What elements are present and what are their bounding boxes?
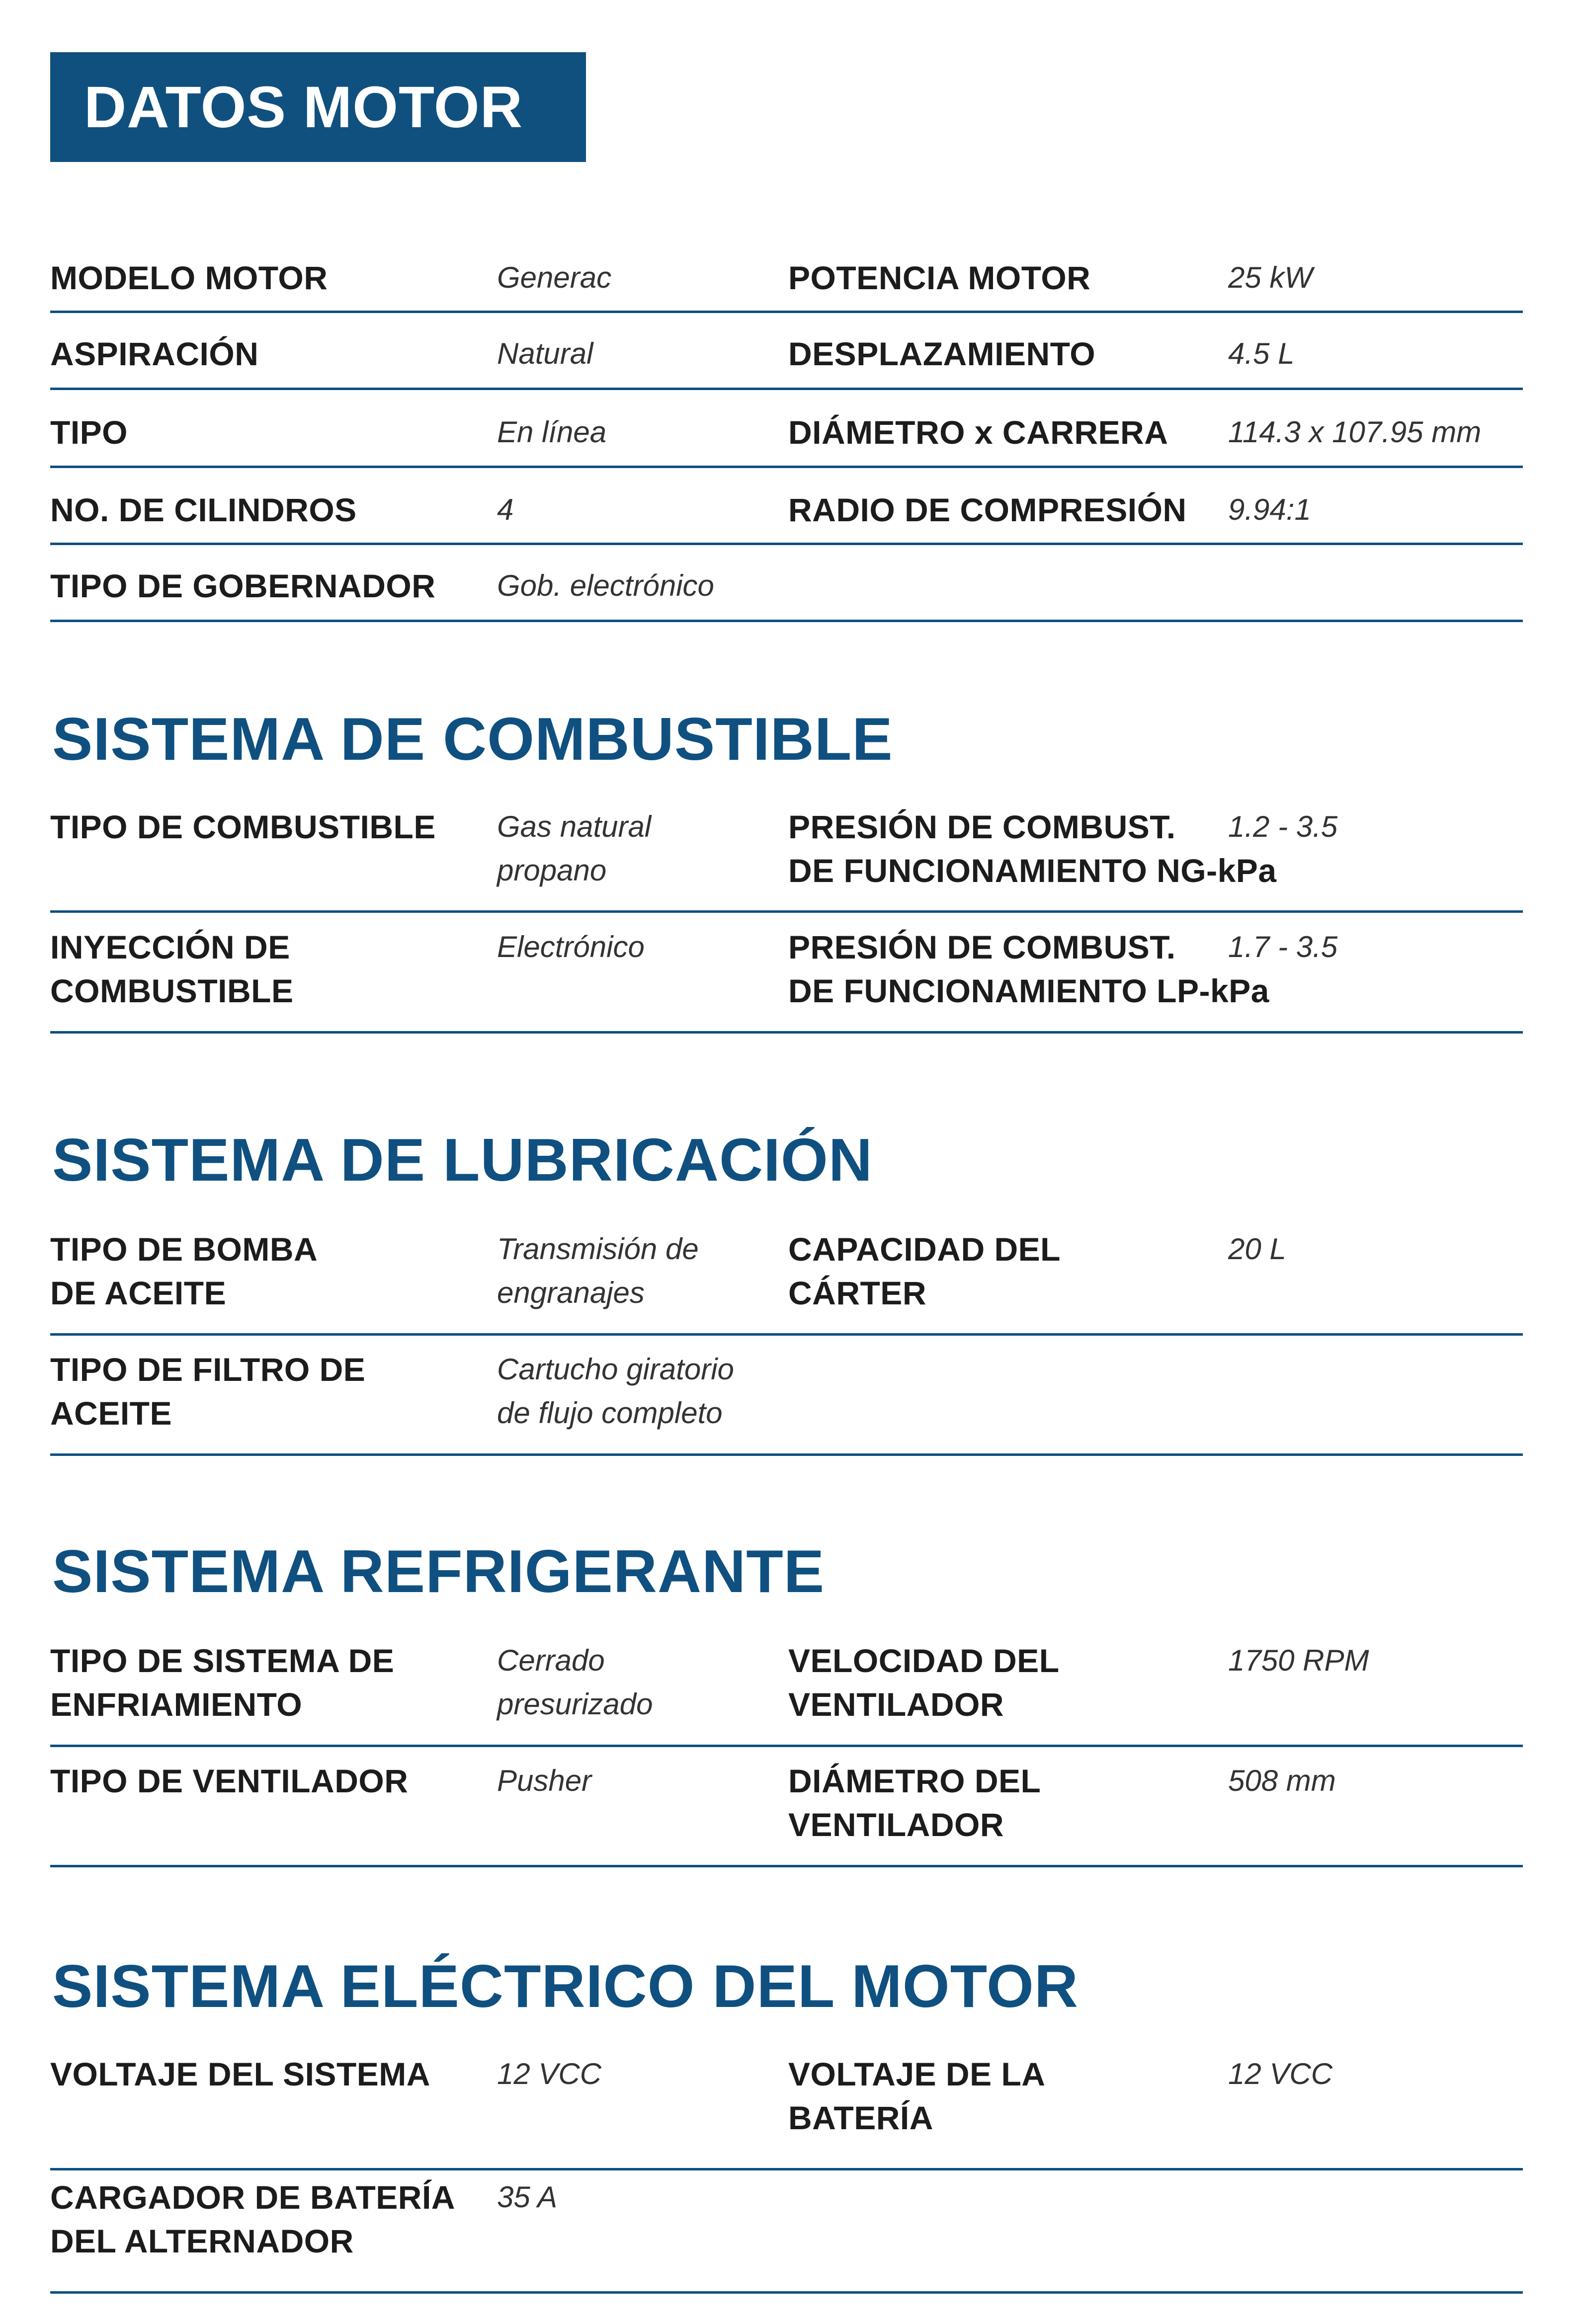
spec-label: DIÁMETRO DEL VENTILADOR <box>788 1763 1041 1843</box>
spec-value: 9.94:1 <box>1228 493 1311 526</box>
spec-label: TIPO DE BOMBA DE ACEITE <box>50 1231 318 1311</box>
spec-value: 114.3 x 107.95 mm <box>1228 415 1482 449</box>
spec-row <box>50 2175 1523 2294</box>
spec-value: Gob. electrónico <box>497 569 714 602</box>
spec-label: RADIO DE COMPRESIÓN <box>788 491 1187 528</box>
spec-label: VOLTAJE DE LA BATERÍA <box>788 2056 1046 2136</box>
datos-motor-header <box>50 52 586 162</box>
spec-value: 20 L <box>1228 1232 1286 1266</box>
spec-row <box>50 925 1523 1034</box>
spec-label: CARGADOR DE BATERÍA DEL ALTERNADOR <box>50 2179 455 2259</box>
spec-value: Electrónico <box>497 930 645 963</box>
section-title: SISTEMA DE LUBRICACIÓN <box>52 1126 873 1194</box>
section-title: SISTEMA DE COMBUSTIBLE <box>52 705 893 773</box>
spec-label: CAPACIDAD DEL CÁRTER <box>788 1231 1061 1311</box>
spec-value: Generac <box>497 261 612 294</box>
spec-value: Cartucho giratorio de flujo completo <box>497 1353 734 1430</box>
section-title: SISTEMA ELÉCTRICO DEL MOTOR <box>52 1952 1079 2020</box>
spec-label: POTENCIA MOTOR <box>788 259 1091 296</box>
spec-value: 4 <box>497 493 514 526</box>
spec-label: TIPO DE VENTILADOR <box>50 1763 409 1799</box>
spec-label: TIPO DE SISTEMA DE ENFRIAMIENTO <box>50 1642 395 1723</box>
spec-value: Transmisión de engranajes <box>497 1232 699 1309</box>
spec-value: 25 kW <box>1228 261 1313 294</box>
spec-label: TIPO DE COMBUSTIBLE <box>50 808 436 845</box>
spec-label: TIPO DE FILTRO DE ACEITE <box>50 1351 366 1432</box>
spec-label: TIPO DE GOBERNADOR <box>50 567 436 604</box>
spec-label: MODELO MOTOR <box>50 259 328 296</box>
spec-value: Pusher <box>497 1764 592 1797</box>
spec-value: 35 A <box>497 2180 558 2214</box>
spec-value: Natural <box>497 337 593 370</box>
spec-label: INYECCIÓN DE COMBUSTIBLE <box>50 929 294 1009</box>
spec-row <box>50 332 1523 390</box>
spec-row <box>50 564 1523 622</box>
spec-label: TIPO <box>50 414 128 451</box>
spec-label: PRESIÓN DE COMBUST. DE FUNCIONAMIENTO NG-kPa <box>788 808 1277 889</box>
spec-row <box>50 1227 1523 1336</box>
section-title: DATOS MOTOR <box>84 74 523 140</box>
spec-value: 12 VCC <box>497 2057 602 2090</box>
spec-row <box>50 1759 1523 1867</box>
spec-row <box>50 410 1523 468</box>
spec-value: 4.5 L <box>1228 337 1295 370</box>
spec-row <box>50 1639 1523 1747</box>
spec-label: VELOCIDAD DEL VENTILADOR <box>788 1642 1060 1723</box>
spec-value: 508 mm <box>1228 1764 1336 1797</box>
spec-label: ASPIRACIÓN <box>50 335 259 372</box>
spec-row <box>50 2052 1523 2170</box>
spec-label: NO. DE CILINDROS <box>50 491 357 528</box>
spec-label: VOLTAJE DEL SISTEMA <box>50 2056 430 2092</box>
spec-value: 1750 RPM <box>1228 1644 1369 1677</box>
spec-label: PRESIÓN DE COMBUST. DE FUNCIONAMIENTO LP-kPa <box>788 929 1269 1009</box>
spec-label: DESPLAZAMIENTO <box>788 335 1096 372</box>
spec-value: 1.7 - 3.5 <box>1228 930 1338 963</box>
spec-value: 1.2 - 3.5 <box>1228 810 1338 843</box>
section-title: SISTEMA REFRIGERANTE <box>52 1537 825 1605</box>
spec-row <box>50 488 1523 545</box>
spec-value: En línea <box>497 415 607 449</box>
spec-value: Cerrado presurizado <box>497 1644 653 1721</box>
spec-row <box>50 805 1523 913</box>
spec-value: Gas natural propano <box>497 810 652 887</box>
spec-row <box>50 256 1523 313</box>
spec-label: DIÁMETRO x CARRERA <box>788 414 1168 451</box>
spec-row <box>50 1348 1523 1456</box>
spec-value: 12 VCC <box>1228 2057 1333 2090</box>
